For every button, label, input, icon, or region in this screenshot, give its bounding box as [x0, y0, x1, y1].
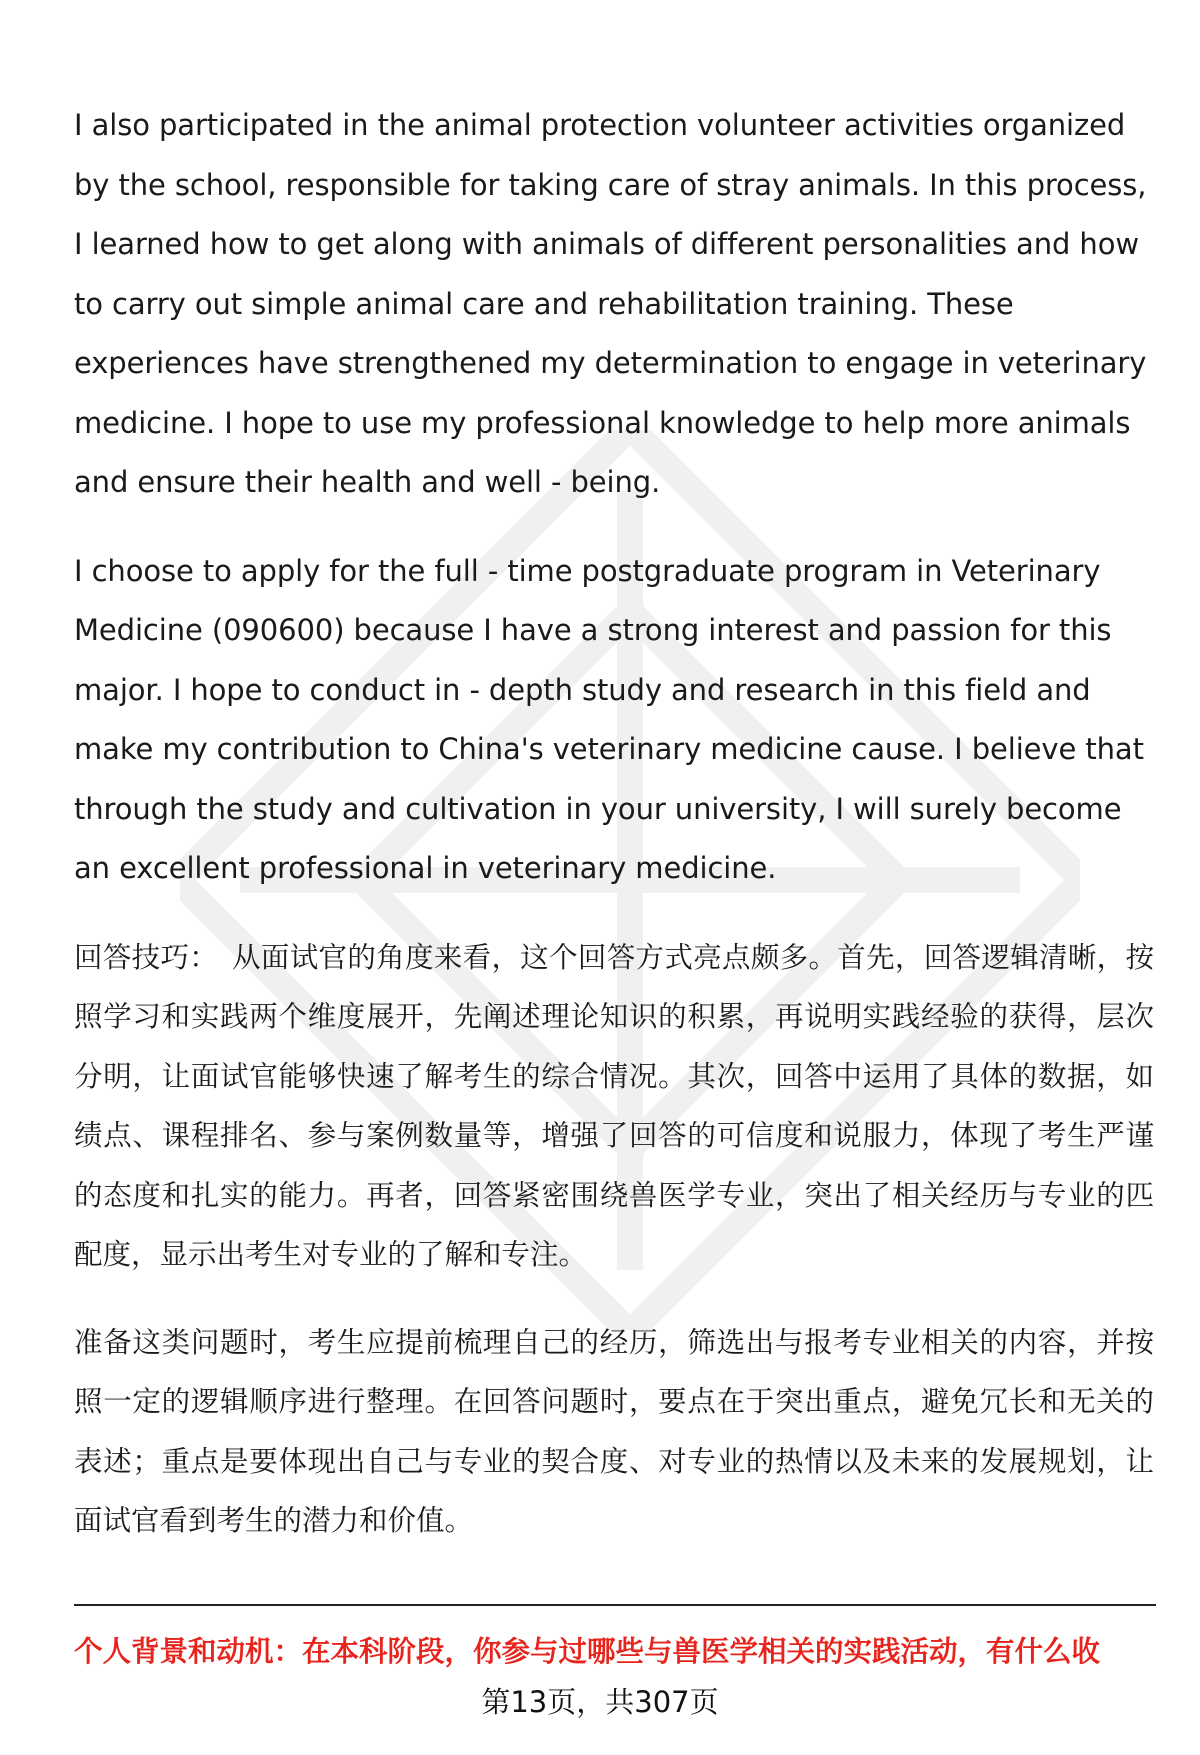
answer-tips-paragraph — [74, 928, 1154, 1285]
paragraph-volunteer-experience: I also participated in the animal protection volunteer activities organized by the school, responsible for taking care of stray animals. In this process, I learned how to get along with animals of different personalities and how to carry out simple animal care and rehabilitation training. These experiences have strengthened my determination to engage in veterinary medicine. I hope to use my professional knowledge to help more animals and ensure their health and well - being. — [74, 108, 1147, 499]
page-indicator: 第13页，共307页 — [481, 1685, 719, 1719]
answer-tips-label: 回答技巧： — [74, 940, 219, 974]
preparation-advice-paragraph: 准备这类问题时，考生应提前梳理自己的经历，筛选出与报考专业相关的内容，并按照一定的逻辑顺序进行整理。在回答问题时，要点在于突出重点，避免冗长和无关的表述；重点是要体现出自己与专业的契合度、对专业的热情以及未来的发展规划，让面试官看到考生的潜力和价值。 — [74, 1325, 1154, 1537]
document-body — [74, 96, 1154, 1579]
next-question-heading: 个人背景和动机：在本科阶段，你参与过哪些与兽医学相关的实践活动，有什么收 — [74, 1635, 1101, 1668]
answer-tips-text: 从面试官的角度来看，这个回答方式亮点颇多。首先，回答逻辑清晰，按照学习和实践两个维度展开，先阐述理论知识的积累，再说明实践经验的获得，层次分明，让面试官能够快速了解考生的综合情况。其次，回答中运用了具体的数据，如绩点、课程排名、参与案例数量等，增强了回答的可信度和说服力，体现了考生严谨的态度和扎实的能力。再者，回答紧密围绕兽医学专业，突出了相关经历与专业的匹配度，显示出考生对专业的了解和专注。 — [74, 940, 1154, 1271]
paragraph-application-motivation: I choose to apply for the full - time postgraduate program in Veterinary Medicine (090600) because I have a strong interest and passion for this major. I hope to conduct in - depth study and research in this field and make my contribution to China's veterinary medicine cause. I believe that through the study and cultivation in your university, I will surely become an excellent professional in veterinary medicine. — [74, 553, 1144, 885]
section-divider — [74, 1604, 1156, 1606]
